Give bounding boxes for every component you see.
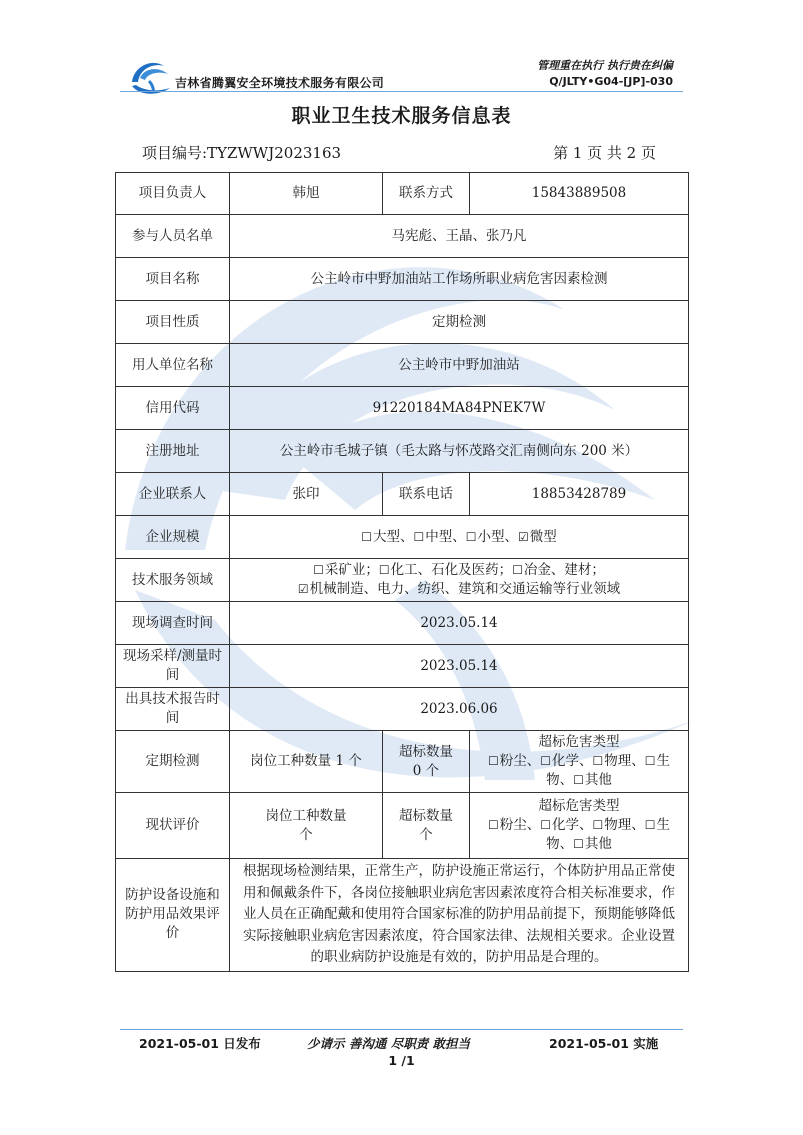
unchecked-box-icon: ☐ [573, 837, 584, 851]
unchecked-box-icon: ☐ [592, 818, 604, 832]
domain-option-chemical: 化工、石化及医药； [390, 562, 513, 578]
hazard-option-bio-end: 物、 [546, 836, 574, 852]
sampling-time-value: 2023.05.14 [230, 645, 689, 688]
table-row [116, 387, 689, 430]
domain-label: 技术服务领域 [116, 559, 230, 602]
table-row [116, 215, 689, 258]
page-number: 1 /1 [388, 1053, 415, 1068]
status-posts-unit: 个 [299, 826, 313, 843]
unchecked-box-icon: ☐ [361, 529, 372, 544]
unchecked-box-icon: ☐ [644, 818, 656, 832]
table-row [116, 473, 689, 516]
scale-option-medium: 中型、 [425, 528, 466, 545]
domain-option-machinery: 机械制造、电力、纺织、建筑和交通运输等行业领域 [309, 581, 621, 597]
table-row [116, 559, 689, 602]
hazard-option-dust: 粉尘、 [499, 753, 541, 769]
participants-label: 参与人员名单 [116, 215, 230, 258]
address-label: 注册地址 [116, 430, 230, 473]
project-name-label: 项目名称 [116, 258, 230, 301]
participants-value: 马宪彪、王晶、张乃凡 [230, 215, 689, 258]
leader-value: 韩旭 [230, 173, 383, 215]
hazard-type-label: 超标危害类型 [538, 734, 620, 750]
project-name-value: 公主岭市中野加油站工作场所职业病危害因素检测 [230, 258, 689, 301]
sampling-time-label: 现场采样/测量时间 [116, 645, 230, 688]
scale-option-micro: 微型 [529, 528, 557, 545]
hazard-option-bio-start: 生 [656, 817, 671, 833]
table-row [116, 793, 689, 859]
phone-value: 18853428789 [470, 473, 689, 516]
report-time-label: 出具技术报告时间 [116, 688, 230, 731]
exceed-label: 超标数量 [399, 807, 453, 824]
scale-options [230, 516, 689, 559]
leader-label: 项目负责人 [116, 173, 230, 215]
unchecked-box-icon: ☐ [540, 754, 551, 768]
exceed-label: 超标数量 [399, 743, 453, 760]
unchecked-box-icon: ☐ [512, 563, 523, 577]
hazard-option-bio-start: 生 [656, 753, 671, 769]
page-title: 职业卫生技术服务信息表 [291, 105, 512, 127]
status-label: 现状评价 [116, 793, 230, 859]
table-row [116, 173, 689, 215]
status-posts-label: 岗位工种数量 [265, 807, 347, 824]
table-row [116, 731, 689, 793]
project-nature-label: 项目性质 [116, 301, 230, 344]
unchecked-box-icon: ☐ [413, 529, 425, 544]
unchecked-box-icon: ☐ [465, 529, 477, 544]
table-row [116, 258, 689, 301]
survey-time-value: 2023.05.14 [230, 602, 689, 645]
status-exceed-cell [383, 793, 470, 859]
address-value: 公主岭市毛城子镇（毛太路与怀茂路交汇南侧向东 200 米） [230, 430, 689, 473]
credit-code-value: 91220184MA84PNEK7W [230, 387, 689, 430]
table-row [116, 645, 689, 688]
phone-label: 联系电话 [383, 473, 470, 516]
table-row [116, 516, 689, 559]
hazard-option-physical: 物理、 [604, 817, 645, 833]
protection-text: 根据现场检测结果，正常生产，防护设施正常运行，个体防护用品正常使用和佩戴条件下，各岗位接触职业病危害因素浓度符合相关标准要求，作业人员在正确配戴和使用符合国家标准的防护用品前提下，预期能够降低实际接触职业病危害因素浓度，符合国家法律、法规相关要求。企业设置的职业病防护设施是有效的，防护用品是合理的。 [230, 859, 689, 972]
unchecked-box-icon: ☐ [378, 563, 390, 577]
project-number: 项目编号:TYZWWJ2023163 [142, 144, 342, 162]
table-row [116, 430, 689, 473]
contact-value: 15843889508 [470, 173, 689, 215]
periodic-hazard-cell [470, 731, 689, 793]
info-table [115, 172, 689, 972]
status-posts-cell [230, 793, 383, 859]
checked-box-icon: ☑ [518, 529, 529, 544]
hazard-option-chemical: 化学、 [552, 817, 593, 833]
scale-label: 企业规模 [116, 516, 230, 559]
contact-label: 联系方式 [383, 173, 470, 215]
footer-slogan: 少请示 善沟通 尽职责 敢担当 [307, 1036, 471, 1051]
company-contact-label: 企业联系人 [116, 473, 230, 516]
periodic-exceed-value: 0 个 [412, 762, 440, 779]
table-row [116, 688, 689, 731]
unchecked-box-icon: ☐ [487, 818, 499, 832]
unchecked-box-icon: ☐ [644, 754, 656, 768]
unchecked-box-icon: ☐ [592, 754, 604, 768]
table-row [116, 602, 689, 645]
effective-date: 2021-05-01 实施 [549, 1036, 659, 1051]
company-logo [128, 56, 172, 96]
page-info: 第 1 页 共 2 页 [553, 144, 656, 162]
unchecked-box-icon: ☐ [487, 754, 499, 768]
table-row [116, 344, 689, 387]
report-time-value: 2023.06.06 [230, 688, 689, 731]
hazard-option-other: 其他 [584, 836, 612, 852]
status-exceed-unit: 个 [419, 826, 433, 843]
employer-label: 用人单位名称 [116, 344, 230, 387]
checked-box-icon: ☑ [297, 582, 309, 596]
hazard-option-chemical: 化学、 [552, 753, 593, 769]
header-motto: 管理重在执行 执行贵在纠偏 [537, 59, 673, 72]
hazard-option-bio-end: 物、 [546, 772, 574, 788]
periodic-label: 定期检测 [116, 731, 230, 793]
status-hazard-cell [470, 793, 689, 859]
domain-option-metallurgy: 冶金、建材； [523, 562, 605, 578]
table-row [116, 859, 689, 972]
scale-option-small: 小型、 [477, 528, 519, 545]
header-divider [120, 91, 683, 92]
unchecked-box-icon: ☐ [540, 818, 551, 832]
project-nature-value: 定期检测 [230, 301, 689, 344]
hazard-option-dust: 粉尘、 [499, 817, 541, 833]
hazard-option-other: 其他 [584, 772, 612, 788]
document-number: Q/JLTY•G04-[JP]-030 [549, 75, 673, 88]
hazard-type-label: 超标危害类型 [538, 798, 620, 814]
unchecked-box-icon: ☐ [573, 773, 584, 787]
survey-time-label: 现场调查时间 [116, 602, 230, 645]
company-contact-value: 张印 [230, 473, 383, 516]
company-name: 吉林省腾翼安全环境技术服务有限公司 [175, 76, 385, 90]
domain-options [230, 559, 689, 602]
protection-label: 防护设备设施和防护用品效果评价 [116, 859, 230, 972]
scale-option-large: 大型、 [372, 528, 414, 545]
periodic-exceed-cell [383, 731, 470, 793]
domain-option-mining: 采矿业； [324, 562, 379, 578]
credit-code-label: 信用代码 [116, 387, 230, 430]
periodic-posts: 岗位工种数量 1 个 [230, 731, 383, 793]
issue-date: 2021-05-01 日发布 [139, 1036, 261, 1051]
unchecked-box-icon: ☐ [313, 563, 324, 577]
footer-divider [120, 1029, 683, 1030]
table-row [116, 301, 689, 344]
hazard-option-physical: 物理、 [604, 753, 645, 769]
employer-value: 公主岭市中野加油站 [230, 344, 689, 387]
